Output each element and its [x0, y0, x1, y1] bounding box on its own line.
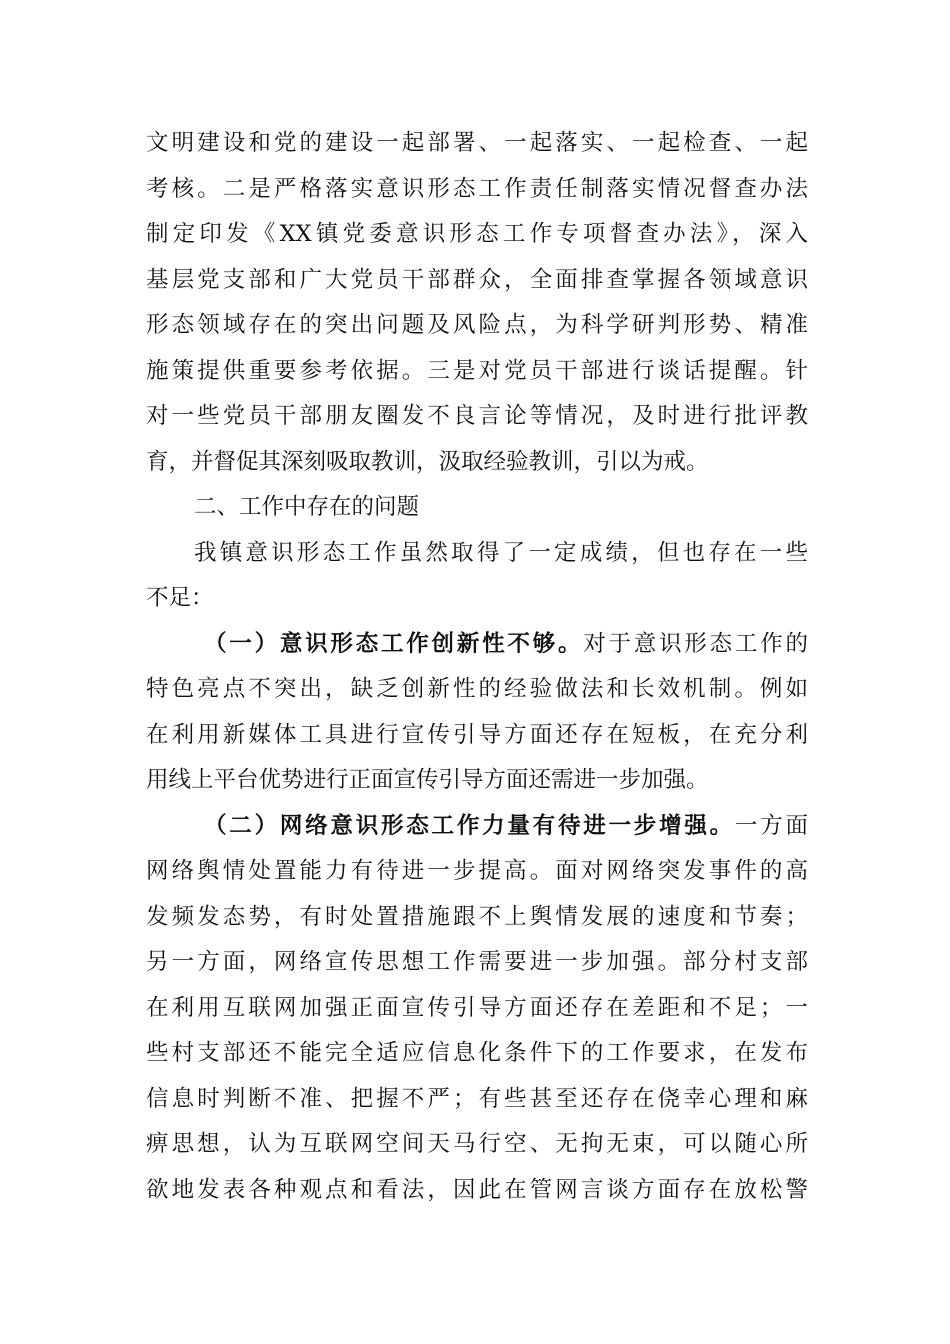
body-line: 考核。二是严格落实意识形态工作责任制落实情况督查办法: [146, 175, 808, 202]
item2-first-line: [146, 804, 808, 850]
body-line: 文明建设和党的建设一起部署、一起落实、一起检查、一起: [146, 130, 808, 156]
document-body: [146, 121, 808, 1213]
body-line: 育，并督促其深刻吸取教训，汲取经验教训，引以为戒。: [146, 448, 709, 475]
section-heading: 二、工作中存在的问题: [194, 494, 420, 520]
body-line: 施策提供重要参考依据。三是对党员干部进行谈话提醒。针: [146, 357, 808, 384]
item2-line: 信息时判断不准、把握不严；有些甚至还存在侥幸心理和麻: [146, 1085, 808, 1112]
item2-line: 在利用互联网加强正面宣传引导方面还存在差距和不足；一: [146, 994, 808, 1021]
item1-first-line: [146, 622, 808, 668]
item2-line: 痹思想，认为互联网空间天马行空、无拘无束，可以随心所: [146, 1131, 808, 1157]
body-line: 对一些党员干部朋友圈发不良言论等情况，及时进行批评教: [146, 403, 808, 429]
item2-first-line-rest: 一方面: [734, 812, 808, 839]
item1-first-line-rest: 对于意识形态工作的: [583, 630, 808, 657]
intro-line: 不足：: [146, 585, 214, 611]
item1-line: 特色亮点不突出，缺乏创新性的经验做法和长效机制。例如: [146, 676, 808, 702]
item2-line: 些村支部还不能完全适应信息化条件下的工作要求，在发布: [146, 1040, 808, 1066]
body-line: 形态领域存在的突出问题及风险点，为科学研判形势、精准: [146, 312, 808, 338]
body-line: 制定印发《XX镇党委意识形态工作专项督查办法》，深入: [146, 221, 808, 247]
item2-line: 另一方面，网络宣传思想工作需要进一步加强。部分村支部: [146, 949, 808, 975]
item2-line: 网络舆情处置能力有待进一步提高。面对网络突发事件的高: [146, 858, 808, 884]
intro-line: 我镇意识形态工作虽然取得了一定成绩，但也存在一些: [194, 539, 808, 566]
body-line: 基层党支部和广大党员干部群众，全面排查掌握各领域意识: [146, 266, 808, 293]
item2-line: 欲地发表各种观点和看法，因此在管网言谈方面存在放松警: [146, 1176, 808, 1203]
item2-line: 发频发态势，有时处置措施跟不上舆情发展的速度和节奏；: [146, 903, 808, 930]
item1-line: 用线上平台优势进行正面宣传引导方面还需进一步加强。: [146, 767, 709, 793]
item1-line: 在利用新媒体工具进行宣传引导方面还存在短板，在充分利: [146, 721, 808, 748]
item2-title: （二）网络意识形态工作力量有待进一步增强。: [204, 812, 735, 839]
item1-title: （一）意识形态工作创新性不够。: [204, 630, 584, 657]
